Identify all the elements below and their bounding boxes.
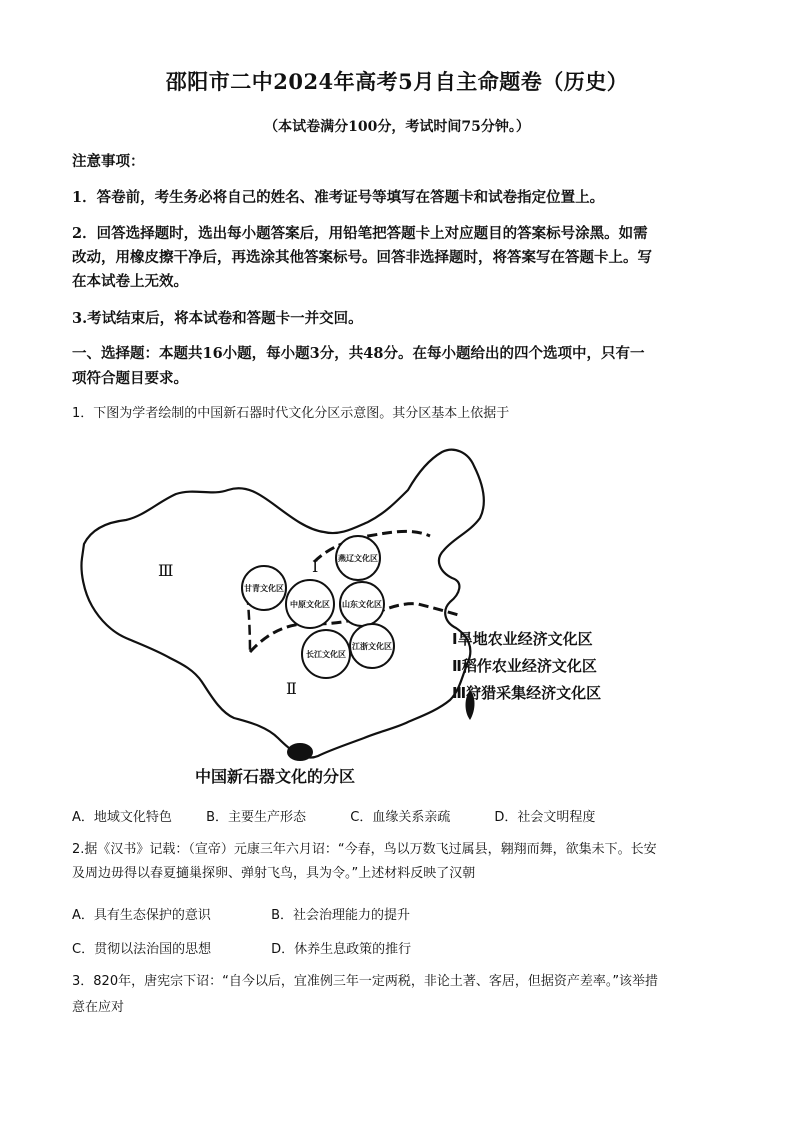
question-2-options-row-1 [72, 904, 727, 923]
label-shandong: 山东文化区 [342, 600, 382, 609]
question-1-options [72, 806, 727, 825]
neolithic-culture-map [78, 432, 638, 792]
note-item-3: 3.考试结束后，将本试卷和答题卡一并交回。 [72, 310, 363, 327]
q2-option-d[interactable]: D．休养生息政策的推行 [271, 942, 412, 957]
q1-option-c[interactable]: C．血缘关系亲疏 [350, 810, 451, 825]
q1-option-a[interactable]: A．地域文化特色 [72, 810, 172, 825]
note-item-2-line-3: 在本试卷上无效。 [72, 273, 188, 290]
label-zhongyuan: 中原文化区 [290, 600, 330, 609]
q2-option-b[interactable]: B．社会治理能力的提升 [271, 908, 411, 923]
question-3-line-1: 3．820年，唐宪宗下诏：“自今以后，宜准例三年一定两税，非论土著、客居，但据资产差率。”该举措 [72, 974, 659, 989]
question-2-line-2: 及周边毋得以春夏擿巢探卵、弹射飞鸟，具为令。”上述材料反映了汉朝 [72, 866, 476, 881]
q2-option-c[interactable]: C．贯彻以法治国的思想 [72, 942, 212, 957]
q1-option-b[interactable]: B．主要生产形态 [206, 810, 307, 825]
china-outline-figure [78, 432, 638, 792]
question-1-stem: 1．下图为学者绘制的中国新石器时代文化分区示意图。其分区基本上依据于 [72, 406, 510, 421]
region-label-III: Ⅲ [158, 561, 174, 580]
note-item-2-line-2: 改动，用橡皮擦干净后，再选涂其他答案标号。回答非选择题时，将答案写在答题卡上。写 [72, 249, 652, 266]
region-label-II: Ⅱ [286, 679, 297, 698]
label-changjiang: 长江文化区 [306, 650, 346, 659]
label-jiangzhe: 江浙文化区 [352, 642, 392, 651]
q1-option-d[interactable]: D．社会文明程度 [494, 810, 596, 825]
exam-subtitle: （本试卷满分100分，考试时间75分钟。） [264, 119, 530, 135]
note-item-2-line-1: 2．回答选择题时，选出每小题答案后，用铅笔把答题卡上对应题目的答案标号涂黑。如需 [72, 225, 648, 242]
question-2-line-1: 2.据《汉书》记载：（宣帝）元康三年六月诏：“今春，鸟以万数飞过属县，翱翔而舞，欲集未下。长安 [72, 842, 657, 857]
q2-option-a[interactable]: A．具有生态保护的意识 [72, 908, 211, 923]
hainan-island [287, 743, 313, 761]
china-border-outline [81, 450, 483, 758]
note-item-1: 1．答卷前，考生务必将自己的姓名、准考证号等填写在答题卡和试卷指定位置上。 [72, 189, 605, 206]
question-3-line-2: 意在应对 [72, 1000, 125, 1015]
region-label-I: Ⅰ [312, 557, 319, 576]
section-heading-line-1: 一、选择题：本题共16小题，每小题3分，共48分。在每小题给出的四个选项中，只有一 [72, 345, 645, 362]
section-heading-line-2: 项符合题目要求。 [72, 370, 188, 387]
legend-hunting: Ⅲ狩猎采集经济文化区 [452, 684, 602, 702]
label-ganqing: 甘青文化区 [244, 584, 284, 593]
question-2-options-row-2 [72, 938, 727, 957]
legend-rice: Ⅱ稻作农业经济文化区 [452, 657, 597, 675]
exam-title: 邵阳市二中2024年高考5月自主命题卷（历史） [165, 69, 629, 94]
legend-dryland: Ⅰ旱地农业经济文化区 [452, 630, 593, 648]
notes-heading: 注意事项： [72, 153, 145, 170]
map-caption: 中国新石器文化的分区 [195, 767, 356, 786]
label-yanliao: 燕辽文化区 [338, 554, 378, 563]
